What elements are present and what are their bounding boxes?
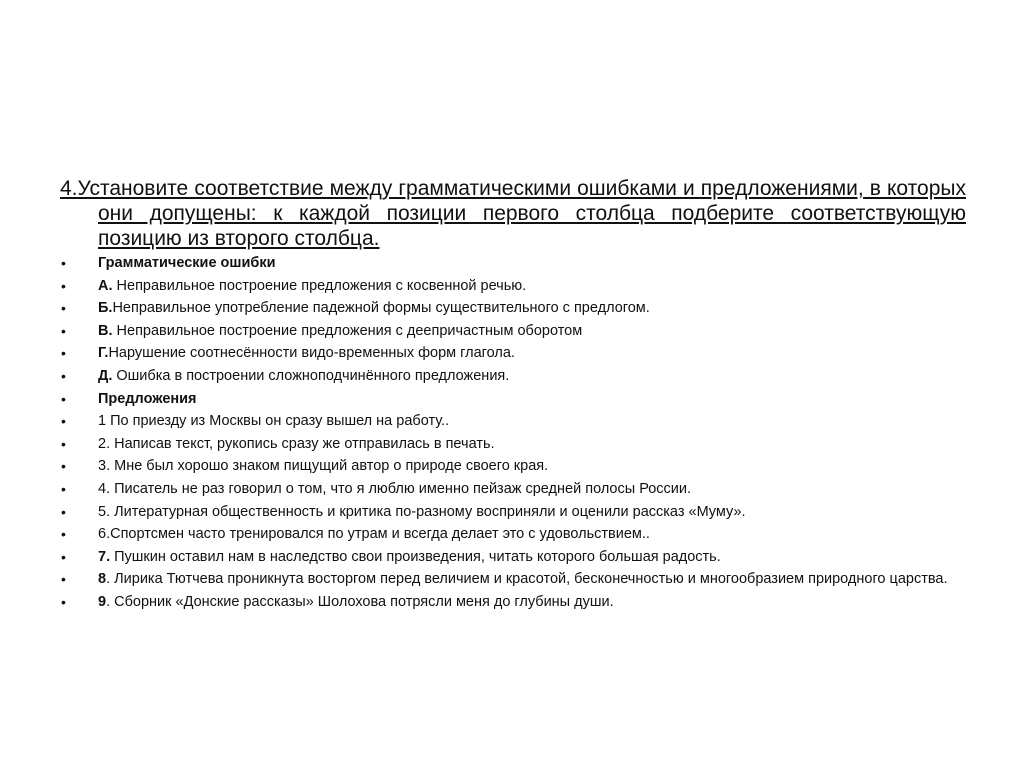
item-text: Нарушение соотнесённости видо-временных форм глагола. xyxy=(108,345,515,362)
list-item-error-v xyxy=(60,322,966,340)
item-label: Д. xyxy=(98,367,113,384)
task-heading: 4.Установите соответствие между грамматическими ошибками и предложениями, в которых они допущены: к каждой позиции первого столбца подберите соответствующую позицию из второго столбца. xyxy=(60,177,966,250)
item-label: В. xyxy=(98,322,113,339)
list-item-section-sentences xyxy=(60,390,966,408)
bullet-icon: • xyxy=(61,571,66,588)
list-item-error-d xyxy=(60,367,966,385)
bullet-icon: • xyxy=(61,390,66,407)
list-item-error-a xyxy=(60,277,966,295)
item-text: 6.Спортсмен часто тренировался по утрам и всегда делает это с удовольствием.. xyxy=(98,526,650,543)
item-text: Неправильное употребление падежной формы существительного с предлогом. xyxy=(112,300,650,317)
list-item-section-errors xyxy=(60,254,966,272)
item-label: А. xyxy=(98,277,113,294)
bullet-icon: • xyxy=(61,458,66,475)
list-item-sentence-9 xyxy=(60,593,966,611)
item-label: Б. xyxy=(98,300,113,317)
item-label: 7. xyxy=(98,548,111,565)
list-item-sentence-2 xyxy=(60,435,966,453)
bullet-icon: • xyxy=(61,435,66,452)
item-text: 1 По приезду из Москвы он сразу вышел на работу.. xyxy=(98,413,450,430)
item-list xyxy=(60,254,966,611)
section-heading: Предложения xyxy=(98,390,197,407)
item-text: Неправильное построение предложения с деепричастным оборотом xyxy=(112,322,583,339)
bullet-icon: • xyxy=(61,593,66,610)
bullet-icon: • xyxy=(61,255,66,271)
item-label: 9 xyxy=(98,593,107,610)
list-item-sentence-6 xyxy=(60,525,966,543)
bullet-icon: • xyxy=(61,300,66,317)
item-text: 3. Мне был хорошо знаком пищущий автор о природе своего края. xyxy=(98,458,549,475)
list-item-sentence-7 xyxy=(60,548,966,566)
list-item-error-g xyxy=(60,344,966,362)
list-item-error-b xyxy=(60,299,966,317)
item-text: . Лирика Тютчева проникнута восторгом перед величием и красотой, бесконечностью и многообразием природного царства. xyxy=(106,571,948,588)
item-label: 8 xyxy=(98,571,107,588)
bullet-icon: • xyxy=(61,413,66,430)
item-text: 2. Написав текст, рукопись сразу же отправилась в печать. xyxy=(98,435,495,452)
item-text: 5. Литературная общественность и критика по-разному восприняли и оценили рассказ «Муму». xyxy=(98,503,746,520)
item-text: 4. Писатель не раз говорил о том, что я люблю именно пейзаж средней полосы России. xyxy=(98,480,692,497)
bullet-icon: • xyxy=(61,526,66,543)
bullet-icon: • xyxy=(61,277,66,294)
bullet-icon: • xyxy=(61,548,66,565)
section-heading: Грамматические ошибки xyxy=(98,255,276,271)
bullet-icon: • xyxy=(61,345,66,362)
item-label: Г. xyxy=(98,345,109,362)
list-item-sentence-4 xyxy=(60,480,966,498)
slide-content xyxy=(60,176,966,616)
bullet-icon: • xyxy=(61,322,66,339)
bullet-icon: • xyxy=(61,480,66,497)
bullet-icon: • xyxy=(61,367,66,384)
item-text: Неправильное построение предложения с косвенной речью. xyxy=(112,277,527,294)
list-item-sentence-3 xyxy=(60,457,966,475)
list-item-sentence-8 xyxy=(60,570,966,588)
bullet-icon: • xyxy=(61,503,66,520)
list-item-sentence-1 xyxy=(60,412,966,430)
item-text: Пушкин оставил нам в наследство свои произведения, читать которого большая радость. xyxy=(110,548,721,565)
item-text: . Сборник «Донские рассказы» Шолохова потрясли меня до глубины души. xyxy=(106,593,614,610)
list-item-sentence-5 xyxy=(60,503,966,521)
item-text: Ошибка в построении сложноподчинённого предложения. xyxy=(112,367,510,384)
